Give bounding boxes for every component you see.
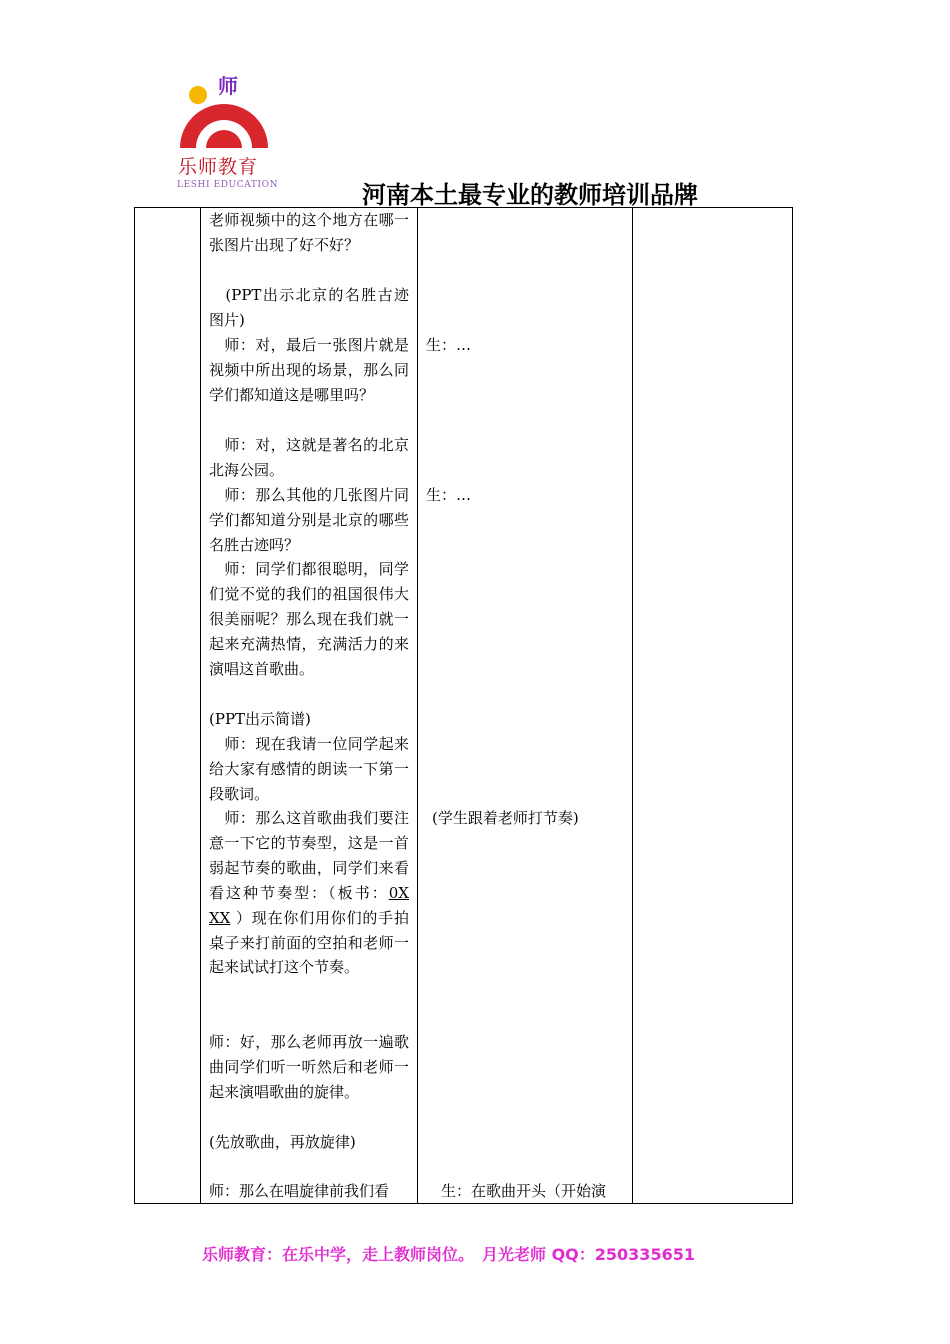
student-response: (学生跟着老师打节奏) — [432, 809, 579, 827]
rhythm-notation-1: 0X — [388, 883, 409, 902]
footer-slogan: 乐师教育：在乐中学，走上教师岗位。 月光老师 QQ：250335651 — [202, 1245, 695, 1264]
rhythm-text-after: ）现在你们用你们的手拍桌子来打前面的空拍和老师一起来试试打这个节奏。 — [209, 908, 409, 977]
logo-name-en: LESHI EDUCATION — [177, 180, 279, 190]
lesson-plan-table — [134, 207, 793, 1204]
logo-brand-char: 师 — [218, 74, 238, 98]
notes-cell — [633, 208, 793, 1204]
teacher-paragraph: 师：那么在唱旋律前我们看 — [209, 1182, 390, 1200]
teacher-paragraph: 老师视频中的这个地方在哪一张图片出现了好不好？ — [209, 211, 409, 254]
student-response: 生：… — [426, 336, 472, 354]
teacher-paragraph: 师：对，这就是著名的北京北海公园。 — [209, 436, 409, 479]
logo-name-cn: 乐师教育 — [178, 156, 259, 178]
teacher-paragraph: (PPT出示北京的名胜古迹图片) — [209, 286, 409, 329]
teacher-activity-cell — [201, 208, 418, 1204]
teacher-paragraph: 师：对，最后一张图片就是视频中所出现的场景，那么同学们都知道这是哪里吗？ — [209, 336, 409, 404]
section-cell — [135, 208, 201, 1204]
teacher-paragraph: 师：好，那么老师再放一遍歌曲同学们听一听然后和老师一起来演唱歌曲的旋律。 — [209, 1033, 409, 1101]
teacher-paragraph: 师：现在我请一位同学起来给大家有感情的朗读一下第一段歌词。 — [209, 735, 409, 803]
rhythm-text-before: 师：那么这首歌曲我们要注意一下它的节奏型，这是一首弱起节奏的歌曲，同学们来看看这种节奏型：（板书： — [209, 809, 409, 902]
teacher-paragraph: 师：那么其他的几张图片同学们都知道分别是北京的哪些名胜古迹吗？ — [209, 486, 409, 554]
student-response: 生：在歌曲开头（开始演 — [426, 1182, 607, 1200]
teacher-paragraph-rhythm — [209, 806, 409, 980]
student-activity-cell — [418, 208, 633, 1204]
page-title: 河南本土最专业的教师培训品牌 — [362, 180, 698, 209]
rhythm-notation-2: XX — [209, 908, 231, 927]
teacher-paragraph: 师：同学们都很聪明，同学们觉不觉的我们的祖国很伟大很美丽呢？那么现在我们就一起来充满热情，充满活力的来演唱这首歌曲。 — [209, 560, 409, 678]
student-response: 生：… — [426, 486, 472, 504]
teacher-paragraph: (PPT出示简谱) — [209, 710, 311, 728]
teacher-paragraph: (先放歌曲，再放旋律) — [209, 1133, 356, 1151]
logo — [172, 70, 282, 195]
